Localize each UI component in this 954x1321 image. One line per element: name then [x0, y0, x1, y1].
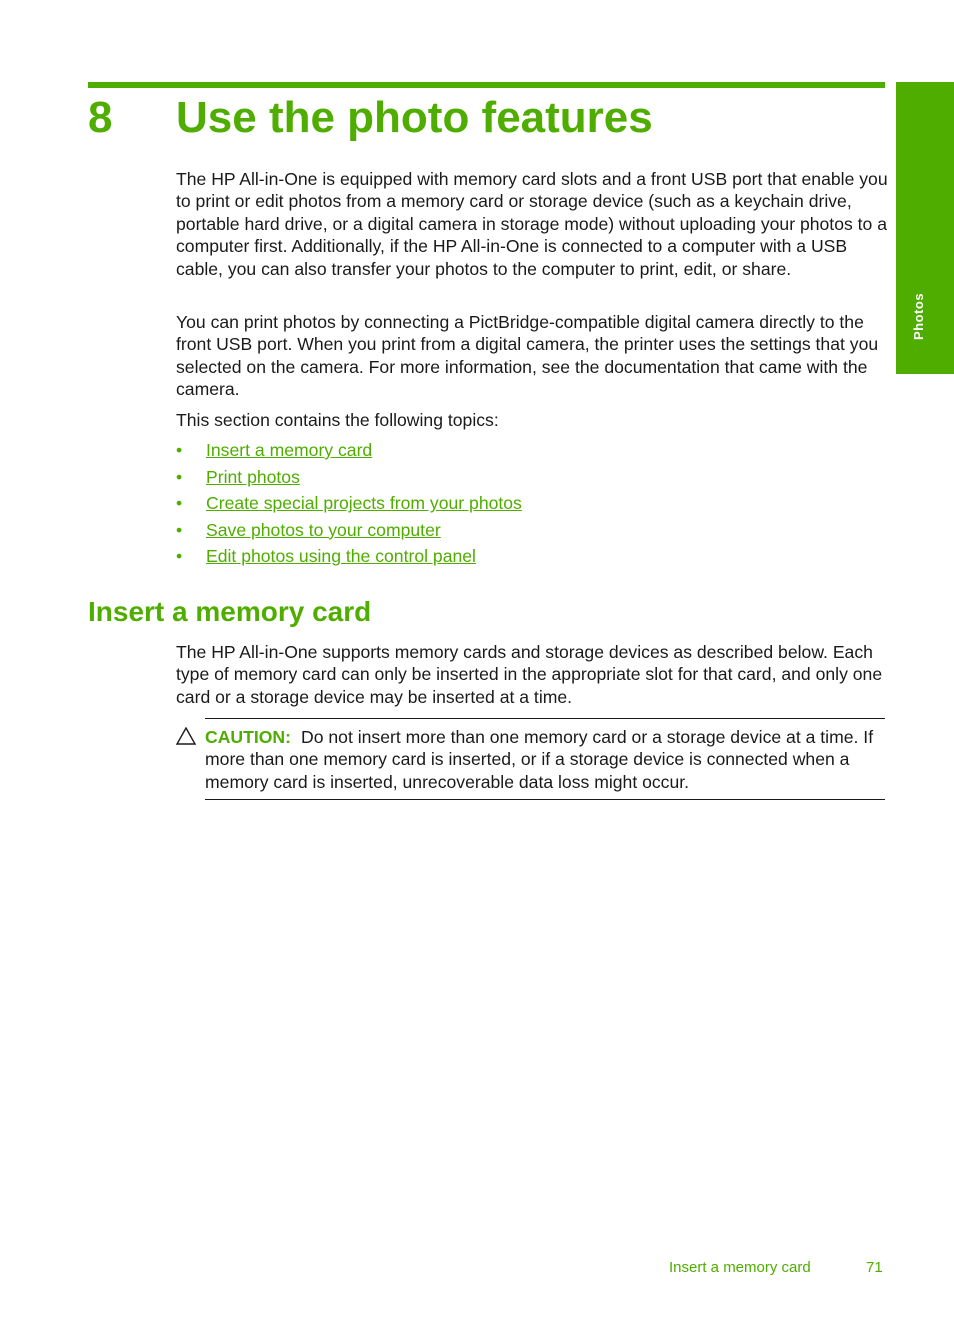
caution-label: CAUTION:	[205, 727, 292, 747]
topic-link-insert-memory-card[interactable]: Insert a memory card	[206, 440, 373, 460]
bullet-icon: •	[176, 466, 183, 487]
list-item	[176, 438, 522, 465]
list-item	[176, 491, 522, 518]
caution-body: Do not insert more than one memory card or a storage device at a time. If more than one memory card is inserted, or if a storage device is connected when a memory card is inserted, unrecoverable data loss might occur.	[205, 727, 874, 792]
topic-link-edit-photos[interactable]: Edit photos using the control panel	[206, 546, 476, 567]
bullet-icon: •	[176, 519, 183, 540]
section-paragraph: The HP All-in-One supports memory cards and storage devices as described below. Each type of memory card can only be inserted in the appropriate slot for that card, and only one card or a storage device may be inserted at a time.	[176, 642, 883, 707]
topic-link-print-photos[interactable]: Print photos	[206, 466, 300, 487]
list-item	[176, 518, 522, 545]
caution-note	[205, 726, 889, 793]
intro-paragraph-1: The HP All-in-One is equipped with memory card slots and a front USB port that enable you to print or edit photos from a memory card or storage device (such as a keychain drive, portable hard drive, or a digital camera in storage mode) without uploading your photos to a computer first. Additionally, if the HP All-in-One is connected to a computer with a USB cable, you can also transfer your photos to the computer to print, edit, or share.	[176, 169, 888, 279]
footer-section-name: Insert a memory card	[669, 1259, 811, 1276]
footer-page-number: 71	[866, 1259, 883, 1276]
bullet-icon: •	[176, 546, 183, 567]
chapter-top-rule	[88, 82, 885, 88]
intro-paragraph-2: You can print photos by connecting a PictBridge-compatible digital camera directly to the front USB port. When you print from a digital camera, the printer uses the settings that you selected on the camera. For more information, see the documentation that came with the camera.	[176, 312, 879, 400]
section-heading: Insert a memory card	[88, 596, 372, 627]
topic-list	[176, 438, 522, 571]
caution-top-rule	[205, 718, 885, 719]
chapter-title: Use the photo features	[176, 93, 653, 142]
side-tab-label: Photos	[911, 292, 926, 340]
list-item	[176, 465, 522, 492]
caution-triangle-icon	[176, 727, 196, 745]
chapter-number: 8	[88, 93, 113, 142]
caution-bottom-rule	[205, 799, 885, 800]
list-item	[176, 544, 522, 571]
topics-intro: This section contains the following topics:	[176, 410, 499, 430]
topic-link-save-photos[interactable]: Save photos to your computer	[206, 519, 441, 540]
bullet-icon: •	[176, 493, 183, 514]
bullet-icon: •	[176, 440, 183, 460]
topic-link-special-projects[interactable]: Create special projects from your photos	[206, 493, 522, 514]
